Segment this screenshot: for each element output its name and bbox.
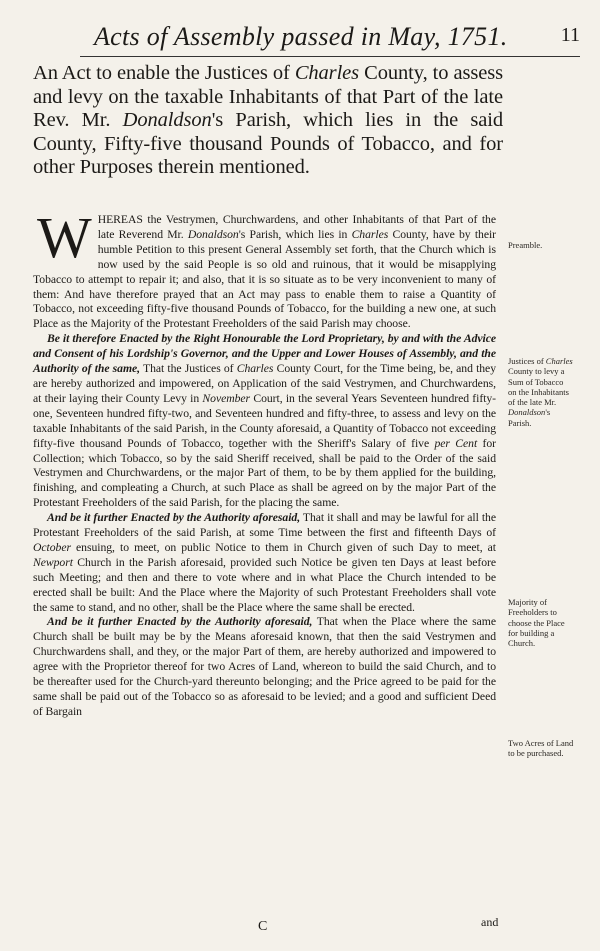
text-run: Court, in the several Years Seventeen hundred fifty-one, Seventeen hundred fifty-two, and Seventeen hundred and fifty-three, to assess and levy on the taxable Inhabitants of the said Parish, in the County aforesaid, a Quantity of Tobacco not exceeding fifty-five thousand Pounds of Tobacco, together with the Sheriff's Salary of five xyxy=(33,391,496,450)
act-title-part: County, to assess and levy on the taxable Inhabitants of that Part of the late Rev. Mr. xyxy=(33,62,503,131)
text-run: HEREAS the Vestrymen, Churchwardens, and other Inhabitants of that Part of the late Reverend Mr. xyxy=(97,213,496,241)
italic-county: Charles xyxy=(236,362,274,376)
italic-county: Charles xyxy=(545,356,573,366)
margin-note-land: Two Acres of Land to be purchased. xyxy=(508,738,574,759)
text-run: That it shall and may be lawful for all the Protestant Freeholders of the said Parish, at some Time between the first and fifteenth Days of xyxy=(33,511,496,540)
act-title-county: Charles xyxy=(294,62,360,84)
italic-month: November xyxy=(202,391,251,405)
section-2-paragraph xyxy=(33,511,496,615)
text-run: That when the Place where the same Church shall be built may be by the Means aforesaid known, that then the said Vestrymen and Churchwardens shall, and they, or the major Part of them, are hereby authorized and impowered to agree with the Proprietor thereof for two Acres of Land, whereon to build the said Church, and to be thereafter used for the Church-yard thereunto belonging; and the Price agreed to be paid for the same shall be paid out of the Tobacco so as aforesaid to be levied; and a good and sufficient Deed of Bargain xyxy=(33,615,496,718)
text-run: ensuing, to meet, on public Notice to them in Church given of such Day to meet, at xyxy=(70,540,496,554)
signature-mark: C xyxy=(258,919,268,934)
running-title: Acts of Assembly passed in May, 1751. xyxy=(94,22,508,51)
italic-name: Donaldson xyxy=(187,227,239,241)
text-run: Church in the Parish aforesaid, provided such Notice be given ten Days at least before such Meeting; and then and there to vote where and in what Place the Church intended to be erected shall be built: And the Place where the Majority of such Protestant Freeholders shall vote the same to stand, and no other, shall be the Place where the same shall be erected. xyxy=(33,555,496,614)
enacting-clause: And be it further Enacted by the Authority aforesaid, xyxy=(47,511,301,525)
enacting-clause: And be it further Enacted by the Authority aforesaid, xyxy=(47,615,313,629)
text-run: County Court, for the Time being, be, and they are hereby authorized and impowered, on Application of the said Vestrymen, and Churchwardens, at their laying their County Levy in xyxy=(33,362,496,405)
text-run: 's Parish. xyxy=(508,407,551,428)
italic-month: October xyxy=(33,540,71,554)
preamble-paragraph xyxy=(33,205,497,332)
act-title-part: An Act to enable the Justices of xyxy=(33,62,295,84)
act-title-person: Donaldson xyxy=(122,109,212,131)
section-1-paragraph xyxy=(33,332,496,511)
drop-cap: W xyxy=(37,205,92,270)
text-run: County, have by their humble Petition to this present General Assembly set forth, that the Church which is now used by the said People is so old and ruinous, that it would be misapplying Tobacco to attempt to repair it; and also, that it is so situate as to be very inconvenient to many of them: And have therefore prayed that an Act may pass to enable them to raise a Quantity of Tobacco, not exceeding fifty-five thousand Pounds of Tobacco, for the building a new one, at such Place as the Majority of the Protestant Freeholders of the said Parish may choose. xyxy=(33,227,497,331)
running-head xyxy=(80,20,580,57)
text-run: That the Justices of xyxy=(140,362,237,376)
text-run: Justices of xyxy=(508,356,546,366)
act-body xyxy=(33,205,497,720)
enacting-clause: Be it therefore Enacted by the Right Honourable the Lord Proprietary, by and with the Advice and Consent of his Lordship's Governor, and the Upper and Lower Houses of Assembly, and the Authority of the same, xyxy=(33,332,496,376)
section-3-paragraph xyxy=(33,615,496,719)
italic-term: per Cent xyxy=(434,436,478,450)
italic-county: Charles xyxy=(351,227,389,241)
margin-note-justices xyxy=(508,356,574,428)
text-run: 's Parish, which lies in xyxy=(238,227,352,241)
italic-person: Donaldson xyxy=(508,407,546,418)
page-number: 11 xyxy=(560,24,580,46)
catchword: and xyxy=(481,915,499,929)
italic-place: Newport xyxy=(33,555,73,569)
text-run: for Collection; which Tobacco, so by the said Sheriff received, shall be paid to the Order of the said Vestrymen and Churchwardens, or the major Part of them, to be by them applied for the building, finishing, and compleating a Church, at such Place as shall be agreed on by the major Part of the Protestant Freeholders of the said Parish, for the placing the same. xyxy=(33,436,496,510)
act-title xyxy=(33,62,503,180)
text-run: County to levy a Sum of Tobacco on the Inhabitants of the late Mr. xyxy=(508,366,569,408)
margin-note-majority: Majority of Freeholders to choose the Place for building a Church. xyxy=(508,597,565,649)
margin-note-preamble: Preamble. xyxy=(508,240,543,250)
act-title-part: 's Parish, which lies in the said County, Fifty-five thousand Pounds of Tobacco, and for other Purposes therein mentioned. xyxy=(33,109,503,178)
